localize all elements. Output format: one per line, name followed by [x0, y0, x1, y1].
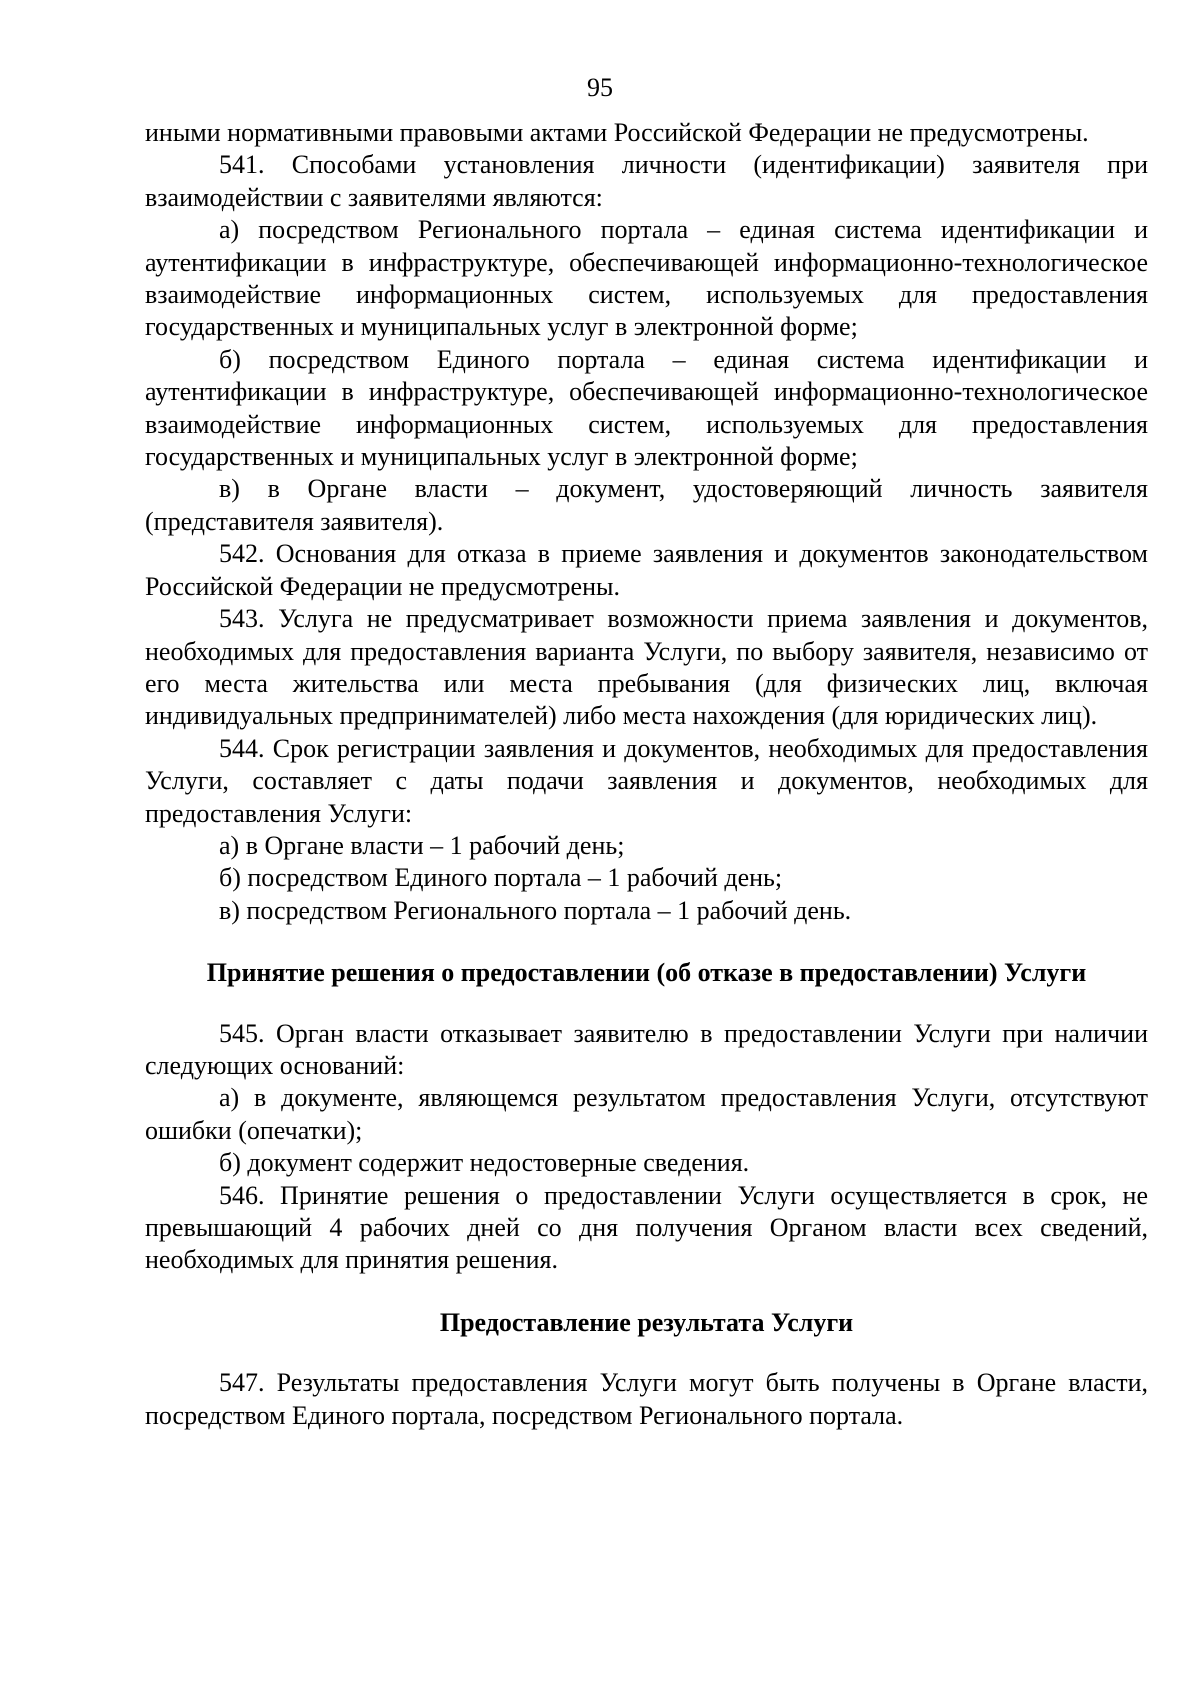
paragraph-541: 541. Способами установления личности (идентификации) заявителя при взаимодействии с заявителями являются: — [145, 150, 1148, 212]
document-body — [145, 117, 1148, 1432]
paragraph-544-v: в) посредством Регионального портала – 1 рабочий день. — [219, 895, 852, 925]
paragraph-541-b: б) посредством Единого портала – единая система идентификации и аутентификации в инфраструктуре, обеспечивающей информационно-технологическое взаимодействие информационных систем, используемых для предоставления государственных и муниципальных услуг в электронной форме; — [145, 344, 1148, 472]
paragraph-545-b: б) документ содержит недостоверные сведения. — [219, 1148, 750, 1178]
page-number: 95 — [587, 73, 613, 102]
section-heading-result: Предоставление результата Услуги — [439, 1307, 854, 1337]
paragraph-541-a: а) посредством Регионального портала – единая система идентификации и аутентификации в инфраструктуре, обеспечивающей информационно-технологическое взаимодействие информационных систем, используемых для предоставления государственных и муниципальных услуг в электронной форме; — [145, 215, 1148, 342]
paragraph-546: 546. Принятие решения о предоставлении Услуги осуществляется в срок, не превышающий 4 рабочих дней со дня получения Органом власти всех сведений, необходимых для принятия решения. — [145, 1180, 1148, 1275]
paragraph-544-a: а) в Органе власти – 1 рабочий день; — [219, 830, 625, 860]
paragraph-544: 544. Срок регистрации заявления и документов, необходимых для предоставления Услуги, составляет с даты подачи заявления и документов, необходимых для предоставления Услуги: — [145, 733, 1148, 828]
spacer — [145, 1339, 1148, 1367]
paragraph-continuation: иными нормативными правовыми актами Российской Федерации не предусмотрены. — [145, 118, 1089, 147]
section-heading-decision: Принятие решения о предоставлении (об отказе в предоставлении) Услуги — [206, 958, 1087, 988]
spacer — [145, 927, 1148, 957]
paragraph-541-v: в) в Органе власти – документ, удостоверяющий личность заявителя (представителя заявителя). — [145, 474, 1148, 536]
spacer — [145, 1277, 1148, 1307]
paragraph-545-a: а) в документе, являющемся результатом предоставления Услуги, отсутствуют ошибки (опечатки); — [145, 1083, 1148, 1145]
paragraph-547: 547. Результаты предоставления Услуги могут быть получены в Органе власти, посредством Единого портала, посредством Регионального портала. — [145, 1368, 1148, 1430]
spacer — [145, 990, 1148, 1018]
paragraph-542: 542. Основания для отказа в приеме заявления и документов законодательством Российской Федерации не предусмотрены. — [145, 539, 1148, 601]
paragraph-545: 545. Орган власти отказывает заявителю в предоставлении Услуги при наличии следующих оснований: — [145, 1018, 1148, 1080]
paragraph-543: 543. Услуга не предусматривает возможности приема заявления и документов, необходимых для предоставления варианта Услуги, по выбору заявителя, независимо от его места жительства или места пребывания (для физических лиц, включая индивидуальных предпринимателей) либо места нахождения (для юридических лиц). — [145, 604, 1148, 731]
paragraph-544-b: б) посредством Единого портала – 1 рабочий день; — [219, 863, 783, 893]
